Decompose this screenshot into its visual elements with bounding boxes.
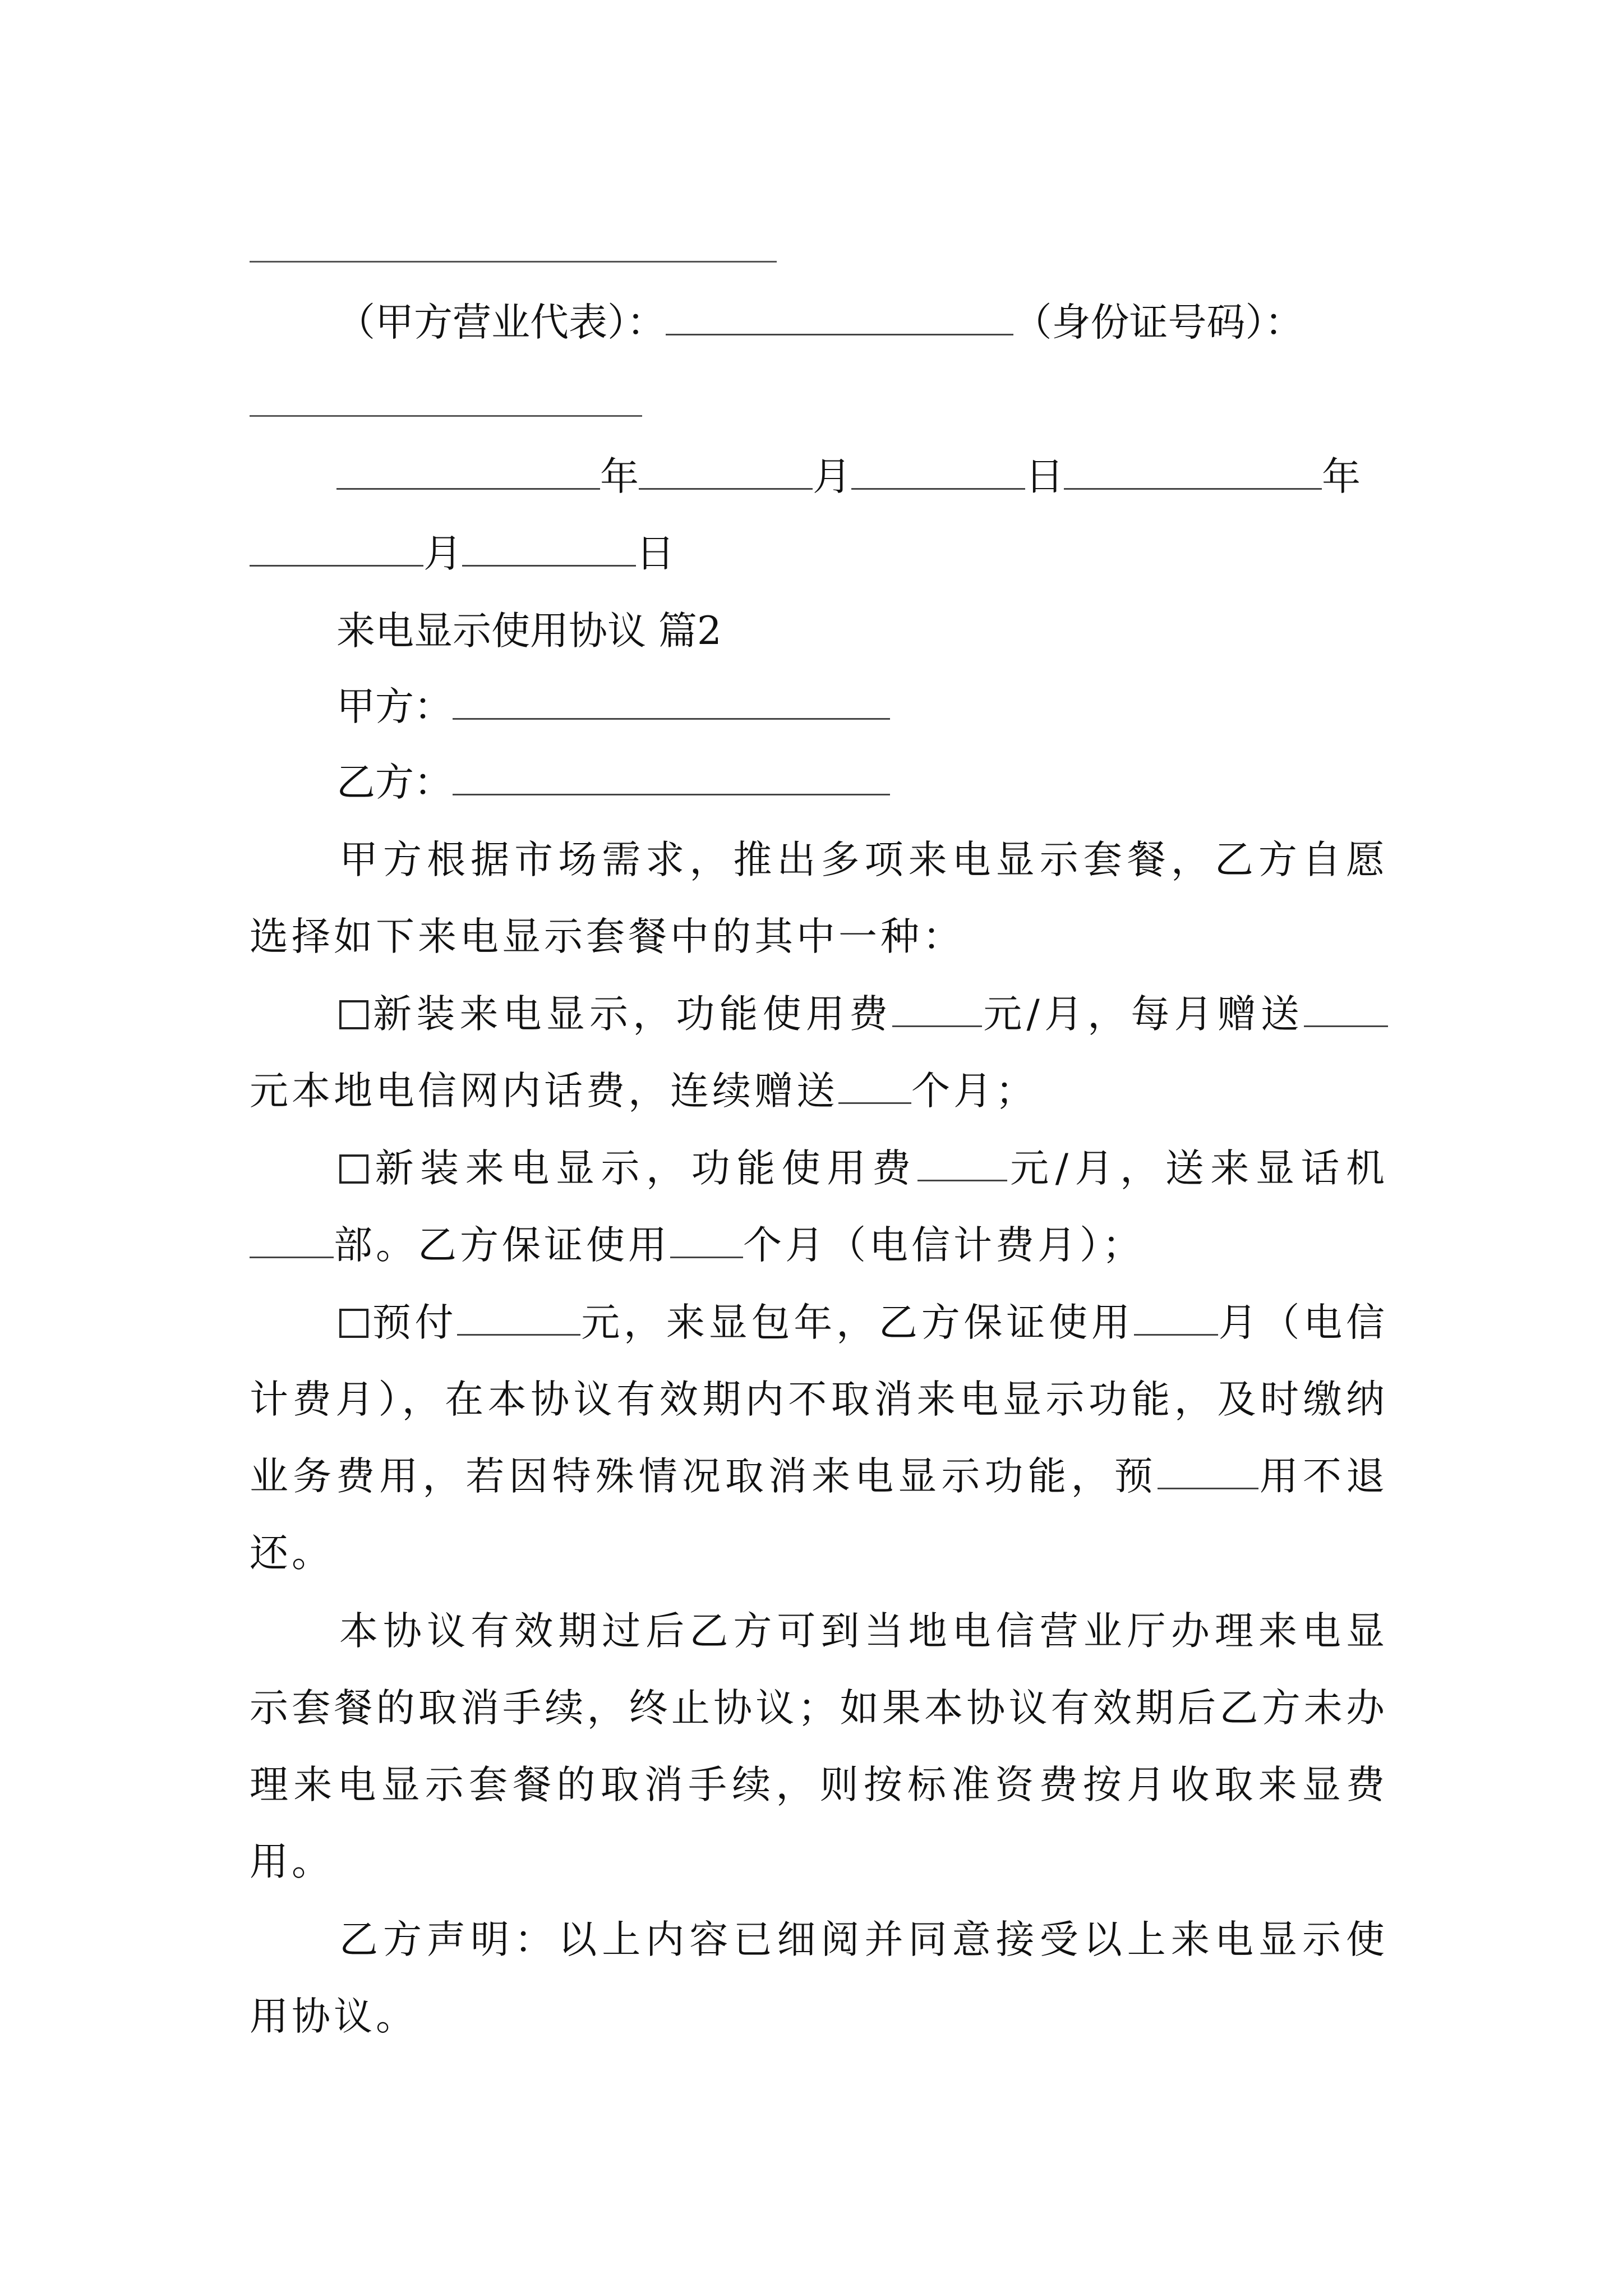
- option-1: [250, 976, 1388, 1130]
- date-line-2: [250, 528, 675, 579]
- option-2-text-d: 个月（电信计费月）；: [743, 1223, 1145, 1268]
- representative-blank[interactable]: [666, 300, 1013, 335]
- year-label: 年: [600, 454, 639, 499]
- option-1-checkbox[interactable]: [339, 1000, 368, 1029]
- representative-line: [336, 297, 1303, 348]
- day-blank[interactable]: [851, 454, 1025, 490]
- option-2-months-blank[interactable]: [670, 1223, 743, 1258]
- option-3-refund-blank[interactable]: [1158, 1454, 1258, 1489]
- day-label: 日: [1025, 454, 1064, 499]
- month-blank-2[interactable]: [250, 531, 423, 567]
- option-2-text-b: 元/月，送来显话机: [1007, 1146, 1389, 1191]
- option-2-text-a: 新装来电显示，功能使用费: [372, 1146, 917, 1191]
- party-a-label: 甲方：: [336, 684, 453, 729]
- option-1-text-b: 元/月，每月赠送: [982, 992, 1304, 1037]
- month-blank[interactable]: [639, 454, 813, 490]
- option-1-text-c: 元本地电信网内话费，连续赠送: [250, 1069, 838, 1114]
- year-label-2: 年: [1322, 454, 1361, 499]
- option-3-checkbox[interactable]: [339, 1309, 368, 1338]
- option-2-fee-blank[interactable]: [917, 1146, 1007, 1181]
- day-label-2: 日: [636, 531, 675, 576]
- option-3-text-b: 元，来显包年，乙方保证使用: [580, 1300, 1134, 1345]
- day-blank-2[interactable]: [462, 531, 636, 567]
- option-3-months-blank[interactable]: [1134, 1300, 1218, 1336]
- month-label: 月: [813, 454, 851, 499]
- option-1-text-d: 个月；: [911, 1069, 1038, 1114]
- representative-label: （甲方营业代表）：: [336, 300, 666, 345]
- option-2-phone-blank[interactable]: [250, 1223, 334, 1258]
- option-2-checkbox[interactable]: [339, 1154, 368, 1184]
- option-3: [250, 1285, 1388, 1592]
- option-3-prepay-blank[interactable]: [457, 1300, 580, 1336]
- id-number-label: （身份证号码）：: [1013, 300, 1303, 345]
- option-3-text-d: 用不退还。: [250, 1454, 1389, 1576]
- signature-line: [250, 261, 777, 263]
- option-1-text-a: 新装来电显示，功能使用费: [372, 992, 893, 1037]
- month-label-2: 月: [423, 531, 462, 576]
- party-a-line: [336, 682, 890, 732]
- intro-paragraph: 甲方根据市场需求，推出多项来电显示套餐，乙方自愿选择如下来电显示套餐中的其中一种：: [250, 838, 1388, 959]
- declaration-paragraph: 乙方声明：以上内容已细阅并同意接受以上来电显示使用协议。: [250, 1917, 1388, 2039]
- section-title: 来电显示使用协议 篇2: [336, 609, 722, 654]
- year-blank[interactable]: [336, 454, 600, 490]
- party-a-blank[interactable]: [453, 684, 890, 720]
- party-b-blank[interactable]: [453, 760, 890, 795]
- option-2-text-c: 部。乙方保证使用: [334, 1223, 670, 1268]
- option-3-text-a: 预付: [372, 1300, 458, 1345]
- party-b-line: [336, 757, 890, 808]
- year-blank-2[interactable]: [1064, 454, 1322, 490]
- validity-paragraph: 本协议有效期过后乙方可到当地电信营业厅办理来电显示套餐的取消手续，终止协议；如果本协议有效期后乙方未办理来电显示套餐的取消手续，则按标准资费按月收取来显费用。: [250, 1609, 1388, 1884]
- option-1-fee-blank[interactable]: [892, 992, 982, 1027]
- id-number-line: [250, 415, 642, 417]
- option-1-months-blank[interactable]: [838, 1069, 911, 1104]
- party-b-label: 乙方：: [336, 760, 453, 805]
- date-line-1: [336, 452, 1361, 502]
- option-1-gift-blank[interactable]: [1304, 992, 1388, 1027]
- option-2: [250, 1130, 1388, 1284]
- option-3-text-c: 月（电信计费月），在本协议有效期内不取消来电显示功能，及时缴纳业务费用，若因特殊情况取消来电显示功能，预: [250, 1300, 1389, 1499]
